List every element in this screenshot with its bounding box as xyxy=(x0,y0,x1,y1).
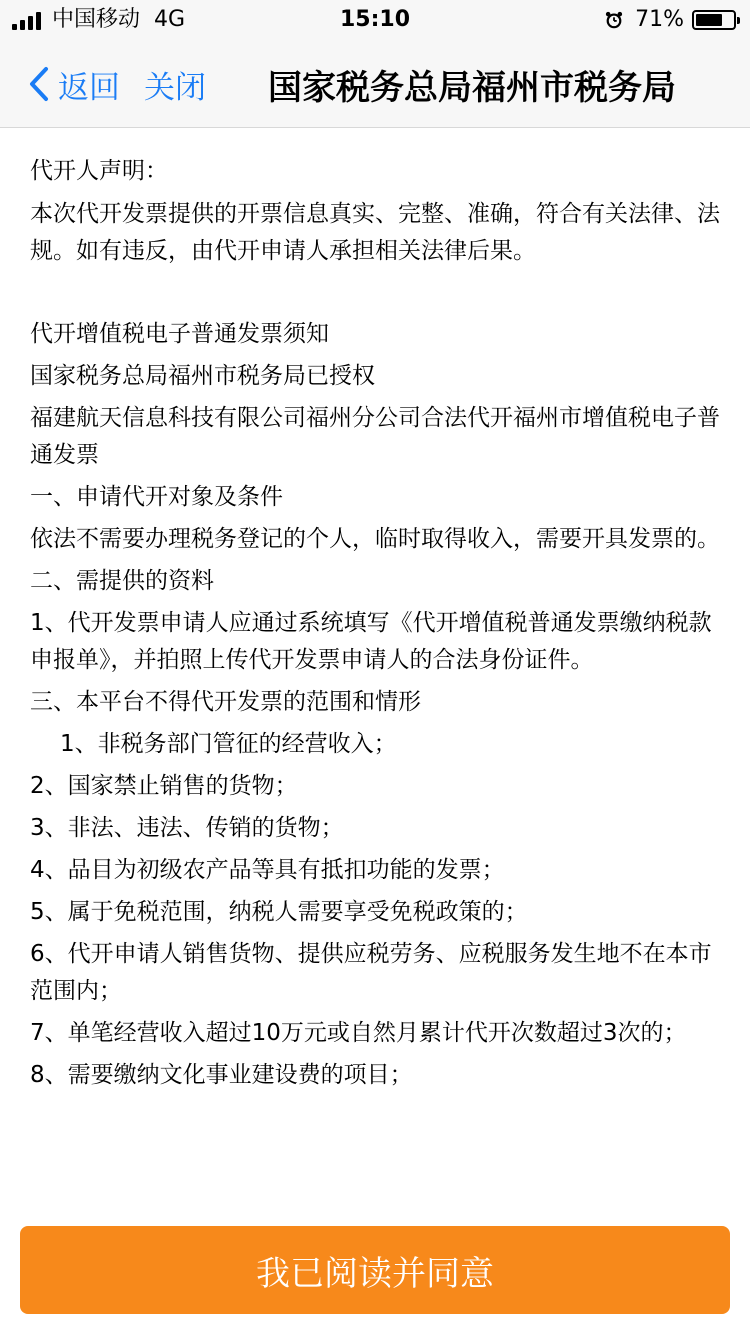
battery-fill xyxy=(696,14,722,26)
agree-button[interactable]: 我已阅读并同意 xyxy=(20,1226,730,1314)
list-item: 3、非法、违法、传销的货物； xyxy=(30,815,344,841)
battery-percent: 71% xyxy=(635,7,684,32)
alarm-clock-icon xyxy=(605,11,623,29)
list-item: 6、代开申请人销售货物、提供应税劳务、应税服务发生地不在本市范围内； xyxy=(30,941,712,1004)
carrier-name: 中国移动 xyxy=(52,7,141,32)
status-right xyxy=(605,0,736,40)
notice-title: 代开增值税电子普通发票须知 xyxy=(30,321,329,347)
page-title: 国家税务总局福州市税务局 xyxy=(268,67,676,108)
list-item: 7、单笔经营收入超过10万元或自然月累计代开次数超过3次的； xyxy=(30,1020,687,1046)
list-item: 8、需要缴纳文化事业建设费的项目； xyxy=(30,1062,413,1088)
agent-line: 福建航天信息科技有限公司福州分公司合法代开福州市增值税电子普通发票 xyxy=(30,405,720,468)
section2-text: 1、代开发票申请人应通过系统填写《代开增值税普通发票缴纳税款申报单》，并拍照上传代开发票申请人的合法身份证件。 xyxy=(30,610,712,673)
authority-line: 国家税务总局福州市税务局已授权 xyxy=(30,363,375,389)
section2-title: 二、需提供的资料 xyxy=(30,568,214,594)
status-time: 15:10 xyxy=(339,7,411,32)
declaration-title: 代开人声明： xyxy=(30,158,168,184)
section3-title: 三、本平台不得代开发票的范围和情形 xyxy=(30,689,421,715)
notice-content[interactable] xyxy=(0,128,750,1208)
declaration-text: 本次代开发票提供的开票信息真实、完整、准确，符合有关法律、法规。如有违反，由代开申请人承担相关法律后果。 xyxy=(30,201,720,264)
back-button[interactable] xyxy=(28,40,120,128)
list-item: 1、非税务部门管征的经营收入； xyxy=(60,731,397,757)
navigation-bar xyxy=(0,40,750,128)
network-type: 4G xyxy=(154,7,186,32)
back-label: 返回 xyxy=(58,69,120,106)
list-item: 2、国家禁止销售的货物； xyxy=(30,773,298,799)
list-item: 4、品目为初级农产品等具有抵扣功能的发票； xyxy=(30,857,505,883)
status-bar xyxy=(0,0,750,40)
chevron-left-icon xyxy=(28,66,50,102)
section1-text: 依法不需要办理税务登记的个人，临时取得收入，需要开具发票的。 xyxy=(30,526,720,552)
battery-icon xyxy=(692,10,736,30)
close-button[interactable] xyxy=(144,40,206,128)
list-item: 5、属于免税范围，纳税人需要享受免税政策的； xyxy=(30,899,528,925)
close-label: 关闭 xyxy=(144,69,206,106)
footer xyxy=(0,1208,750,1334)
section1-title: 一、申请代开对象及条件 xyxy=(30,484,283,510)
